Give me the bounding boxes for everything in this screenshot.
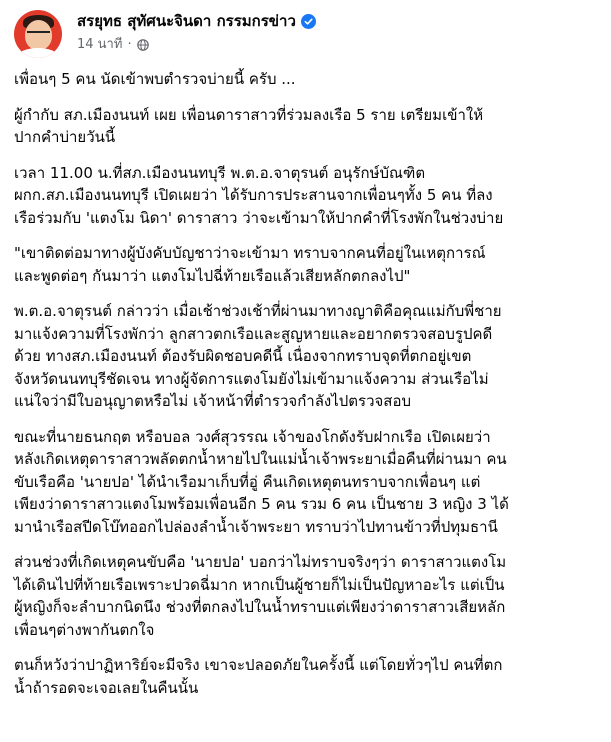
post-paragraph: พ.ต.อ.จาตุรนต์ กล่าวว่า เมื่อเช้าช่วงเช้าที่ผ่านมาทางญาติคือคุณแม่กับพี่ชาย มาแจ้งความที่โรงพักว่า ลูกสาวตกเรือและสูญหายและอยากตรวจสอบรูปคดี ด้วย ทางสภ.เมืองนนท์ ต้องรับผิดชอบคดีนี้ เนื่องจากทราบจุดที่ตกอยู่เขต จังหวัดนนทบุรีชัดเจน ทางผู้จัดการแตงโมยังไม่เข้ามาแจ้งความ ส่วนเรือไม่ แน่ใจว่ามีใบอนุญาตหรือไม่ เจ้าหน้าที่ตำรวจกำลังไปตรวจสอบ bbox=[14, 302, 502, 410]
post-paragraph: "เขาติดต่อมาทางผู้บังคับบัญชาว่าจะเข้ามา ทราบจากคนที่อยู่ในเหตุการณ์ และพูดต่อๆ กันมาว่า แตงโมไปฉี่ท้ายเรือแล้วเสียหลักตกลงไป" bbox=[14, 244, 486, 285]
post-header bbox=[14, 10, 316, 66]
post-timestamp[interactable]: 14 นาที bbox=[77, 37, 123, 52]
avatar-glasses bbox=[27, 31, 50, 39]
post-meta bbox=[77, 10, 316, 53]
post-paragraph: ขณะที่นายธนกฤต หรือบอล วงศ์สุวรรณ เจ้าของโกดังรับฝากเรือ เปิดเผยว่า หลังเกิดเหตุดาราสาวพลัดตกน้ำหายไปในแม่น้ำเจ้าพระยาเมื่อคืนที่ผ่านมา คน ขับเรือคือ 'นายปอ' ได้นำเรือมาเก็บที่อู่ คืนเกิดเหตุตนทราบจากเพื่อนๆ แต่ เพียงว่าดาราสาวแตงโมพร้อมเพื่อนอีก 5 คน รวม 6 คน เป็นชาย 3 หญิง 3 ได้ มานำเรือสปีดโบ๊ทออกไปล่องลำน้ำเจ้าพระยา ทราบว่าไปทานข้าวที่ปทุมธานี bbox=[14, 427, 509, 536]
post-subline bbox=[77, 37, 316, 53]
author-row bbox=[77, 11, 316, 31]
post-paragraph: เพื่อนๆ 5 คน นัดเข้าพบตำรวจบ่ายนี้ ครับ ... bbox=[14, 70, 296, 88]
globe-icon[interactable] bbox=[137, 39, 149, 51]
verified-badge-icon bbox=[301, 14, 316, 29]
avatar-shirt bbox=[18, 48, 58, 58]
post-paragraph: ส่วนช่วงที่เกิดเหตุคนขับคือ 'นายปอ' บอกว่าไม่ทราบจริงๆว่า ดาราสาวแตงโม ได้เดินไปที่ท้ายเรือเพราะปวดฉี่มาก หากเป็นผู้ชายก็ไม่เป็นปัญหาอะไร แต่เป็น ผู้หญิงก็จะลำบากนิดนึง ช่วงที่ตกลงไปในน้ำทราบแต่เพียงว่าดาราสาวเสียหลัก เพื่อนๆต่างพากันตกใจ bbox=[14, 553, 507, 639]
post-paragraph: เวลา 11.00 น.ที่สภ.เมืองนนทบุรี พ.ต.อ.จาตุรนต์ อนุรักษ์บัณฑิต ผกก.สภ.เมืองนนทบุรี เปิดเผยว่า ได้รับการประสานจากเพื่อนๆทั้ง 5 คน ที่ลง เรือร่วมกับ 'แตงโม นิดา' ดาราสาว ว่าจะเข้ามาให้ปากคำที่โรงพักในช่วงบ่าย bbox=[14, 163, 504, 227]
meta-separator: · bbox=[127, 37, 132, 52]
author-avatar[interactable] bbox=[14, 10, 62, 58]
post-body bbox=[14, 68, 594, 712]
post-paragraph: ผู้กำกับ สภ.เมืองนนท์ เผย เพื่อนดาราสาวที่ร่วมลงเรือ 5 ราย เตรียมเข้าให้ ปากคำบ่ายวันนี้ bbox=[14, 105, 484, 146]
post-paragraph: ตนก็หวังว่าปาฏิหาริย์จะมีจริง เขาจะปลอดภัยในครั้งนี้ แต่โดยทั่วๆไป คนที่ตก น้ำถ้ารอดจะเจอเลยในคืนนั้น bbox=[14, 656, 503, 697]
author-name[interactable]: สรยุทธ สุทัศนะจินดา กรรมกรข่าว bbox=[77, 12, 296, 30]
